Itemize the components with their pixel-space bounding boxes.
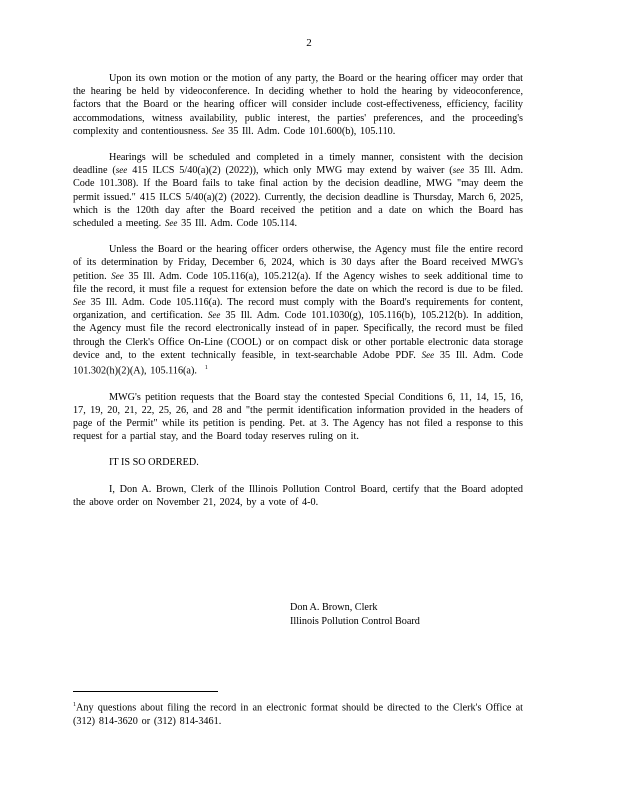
see-signal: see [115,165,128,176]
citation: 35 Ill. Adm. Code 101.302(h)(2)(A), 105.116(a). [73,349,524,377]
citation: 35 Ill. Adm. Code 101.600(b), 105.110. [228,125,396,137]
paragraph-hearing-schedule [73,151,523,230]
footnote-mark: 1 [73,702,76,708]
signature-name: Don A. Brown, Clerk [290,602,378,613]
citation: 35 Ill. Adm. Code 105.114. [181,218,298,230]
paragraph-text: 35 Ill. Adm. Code 105.116(a), 105.212(a). If the Agency wishes to seek additional time to file the record, it must file a request for extension before the date on which the record is due to be filed. [73,270,523,295]
clerk-certification: I, Don A. Brown, Clerk of the Illinois Pollution Control Board, certify that the Board adopted the above order on November 21, 2024, by a vote of 4-0. [73,483,523,508]
footnote-text: Any questions about filing the record in an electronic format should be directed to the Clerk's Office at (312) 814-3620 or (312) 814-3461. [73,702,523,727]
see-signal: See [164,218,178,229]
paragraph-text: 415 ILCS 5/40(a)(2) (2022)), which only MWG may extend by waiver ( [132,165,453,177]
see-signal: See [207,310,221,321]
page-number: 2 [306,37,312,49]
paragraph-agency-record [73,243,523,377]
see-signal: See [211,125,225,136]
see-signal: see [452,165,465,176]
paragraph-text: Hearings will be scheduled and completed in a timely manner, consistent with the decision deadline ( [73,152,523,177]
paragraph-text: 35 Ill. Adm. Code 105.116(a). The record must comply with the Board's requirements for content, organization, and certification. [73,297,523,322]
paragraph-stay-request: MWG's petition requests that the Board stay the contested Special Conditions 6, 11, 14, 15, 16, 17, 19, 20, 21, 22, 25, 26, and 28 and "the permit identification information provided in the headers of page of the Permit" while its petition is pending. Pet. at 3. The Agency has not filed a response to this request for a partial stay, and the Board today reserves ruling on it. [73,391,523,443]
see-signal: See [111,270,124,281]
order-body [73,72,523,522]
ordered-statement: IT IS SO ORDERED. [109,457,199,469]
paragraph-text: 35 Ill. Adm. Code 101.1030(g), 105.116(b), 105.212(b). In addition, the Agency must file the record electronically instead of in paper. Specifically, the record must be filed through the Clerk's Office On-Line (COOL) or on compact disk or other portable electronic data storage device and, to the extent technically feasible, in text-searchable Adobe PDF. [73,310,523,361]
footnote-reference[interactable]: 1 [204,365,208,372]
paragraph-text: Upon its own motion or the motion of any party, the Board or the hearing officer may order that the hearing be held by videoconference. In deciding whether to hold the hearing by videoconference, factors that the Board or the hearing officer will consider include cost-effectiveness, efficiency, facility accommodations, witness availability, public interest, the parties' preferences, and the proceeding's complexity and contentiousness. [73,73,523,137]
signature-block [290,601,420,628]
paragraph-text: 35 Ill. Adm. Code 101.308). If the Board fails to take final action by the decision deadline, MWG "may deem the permit issued." 415 ILCS 5/40(a)(2) (2022). Currently, the decision deadline is Thursday, March 6, 2025, which is the 120th day after the Board received the petition and a date on which the Board has scheduled a meeting. [73,165,524,230]
paragraph-videoconference [73,72,523,138]
footnote-divider [73,691,218,692]
see-signal: See [73,297,86,308]
signature-org: Illinois Pollution Control Board [290,615,420,627]
footnote [73,699,523,728]
paragraph-text: Unless the Board or the hearing officer orders otherwise, the Agency must file the entire record of its determination by Friday, December 6, 2024, which is 30 days after the Board received MWG's petition. [73,244,523,282]
see-signal: See [421,349,435,360]
